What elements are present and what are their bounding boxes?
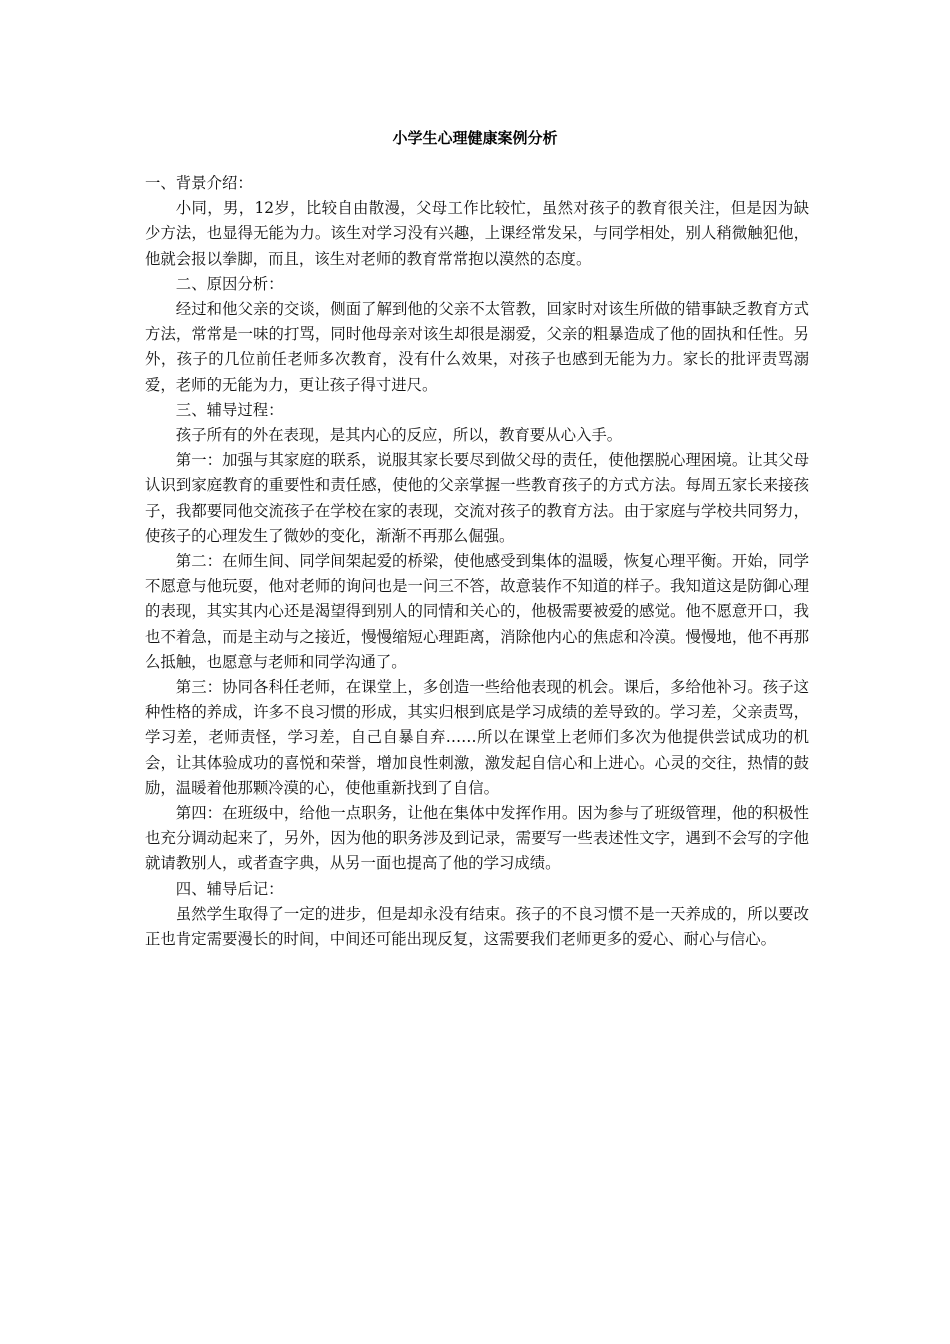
section-heading-background: 一、背景介绍： (145, 174, 253, 192)
document-title: 小学生心理健康案例分析 (392, 129, 558, 147)
paragraph-process-step4: 第四：在班级中，给他一点职务，让他在集体中发挥作用。因为参与了班级管理，他的积极性也充分调动起来了，另外，因为他的职务涉及到记录，需要写一些表述性文字，遇到不会写的字他就请教别人，或者查字典，从另一面也提高了他的学习成绩。 (145, 804, 809, 873)
paragraph-process-intro: 孩子所有的外在表现，是其内心的反应，所以，教育要从心入手。 (175, 426, 623, 445)
document-body (145, 171, 809, 952)
paragraph-cause: 经过和他父亲的交谈，侧面了解到他的父亲不太管教，回家时对该生所做的错事缺乏教育方式方法，常常是一味的打骂，同时他母亲对该生却很是溺爱，父亲的粗暴造成了他的固执和任性。另外，孩子的几位前任老师多次教育，没有什么效果，对孩子也感到无能为力。家长的批评责骂溺爱，老师的无能为力，更让孩子得寸进尺。 (145, 300, 809, 394)
section-heading-process: 三、辅导过程： (175, 400, 284, 419)
paragraph-postscript: 虽然学生取得了一定的进步，但是却永没有结束。孩子的不良习惯不是一天养成的，所以要改正也肯定需要漫长的时间，中间还可能出现反复，这需要我们老师更多的爱心、耐心与信心。 (145, 904, 809, 949)
paragraph-process-step1: 第一：加强与其家庭的联系，说服其家长要尽到做父母的责任，使他摆脱心理困境。让其父母认识到家庭教育的重要性和责任感，使他的父亲掌握一些教育孩子的方式方法。每周五家长来接孩子，我都要同他交流孩子在学校在家的表现，交流对孩子的教育方法。由于家庭与学校共同努力，使孩子的心理发生了微妙的变化，渐渐不再那么倔强。 (145, 451, 809, 545)
section-heading-cause: 二、原因分析： (175, 274, 284, 293)
paragraph-process-step2: 第二：在师生间、同学间架起爱的桥梁，使他感受到集体的温暖，恢复心理平衡。开始，同学不愿意与他玩耍，他对老师的询问也是一问三不答，故意装作不知道的样子。我知道这是防御心理的表现，其实其内心还是渴望得到别人的同情和关心的，他极需要被爱的感觉。他不愿意开口，我也不着急，而是主动与之接近，慢慢缩短心理距离，消除他内心的焦虑和冷漠。慢慢地，他不再那么抵触，也愿意与老师和同学沟通了。 (145, 552, 809, 671)
section-heading-postscript: 四、辅导后记： (175, 879, 284, 898)
paragraph-process-step3: 第三：协同各科任老师，在课堂上，多创造一些给他表现的机会。课后，多给他补习。孩子这种性格的养成，许多不良习惯的形成，其实归根到底是学习成绩的差导致的。学习差，父亲责骂，学习差，老师责怪，学习差，自己自暴自弃……所以在课堂上老师们多次为他提供尝试成功的机会，让其体验成功的喜悦和荣誉，增加良性刺激，激发起自信心和上进心。心灵的交往，热情的鼓励，温暖着他那颗冷漠的心，使他重新找到了自信。 (145, 678, 809, 797)
paragraph-background: 小同，男，12岁，比较自由散漫，父母工作比较忙，虽然对孩子的教育很关注，但是因为缺少方法，也显得无能为力。该生对学习没有兴趣，上课经常发呆，与同学相处，别人稍微触犯他，他就会报以拳脚，而且，该生对老师的教育常常抱以漠然的态度。 (145, 199, 809, 268)
